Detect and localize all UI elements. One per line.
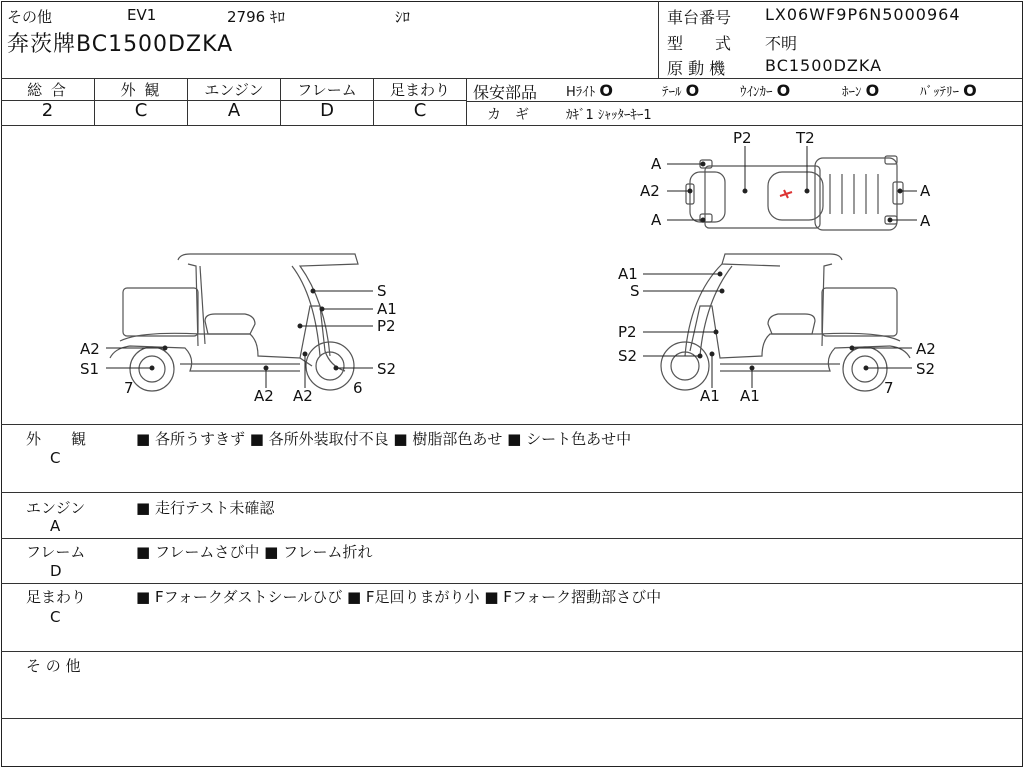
grade-label-suspension: 足まわり [389,81,450,99]
left-label-7: 7 [124,379,134,397]
grade-label-frame: フレーム [297,81,357,99]
grade-label-overall: 総 合 [27,81,68,99]
remarks-line [1,718,1022,719]
key-value: ｶｷﾞ1 ｼｬｯﾀｰｷｰ1 [566,108,652,123]
check-mark: O [599,81,614,100]
grade-value-overall: 2 [41,100,54,121]
grade-divider [466,78,467,125]
right-label-p2: P2 [618,323,637,341]
right-label-s2: S2 [618,347,638,365]
remark-text-engine: ■ 走行テスト未確認 [136,499,275,517]
check-mark: O [685,81,700,100]
left-side-scooter-drawing [110,254,358,391]
grade-value-engine: A [227,100,241,121]
remark-grade-suspension: C [50,608,61,626]
remark-text-suspension: ■ Fフォークダストシールひび ■ F足回りまがり小 ■ Fフォーク摺動部さび中 [136,588,662,606]
remarks-top-line [1,424,1022,425]
chassis-label: 車台番号 [667,8,732,27]
remark-text-exterior: ■ 各所うすきず ■ 各所外装取付不良 ■ 樹脂部色あせ ■ シート色あせ中 [136,430,632,448]
right-label-s: S [630,282,640,300]
engine-value: BC1500DZKA [765,56,883,75]
left-label-a1: A1 [377,300,397,318]
remark-grade-frame: D [50,562,62,580]
left-label-a2-bottom2: A2 [293,387,313,405]
chassis-value: LX06WF9P6N5000964 [765,5,961,24]
safety-item-horn: ﾎｰﾝ O [842,81,880,100]
left-label-s1: S1 [80,360,100,378]
remark-label-engine: エンジン [26,499,86,517]
grade-value-frame: D [320,100,334,121]
remark-label-suspension: 足まわり [26,588,87,606]
safety-item-winker: ｳｲﾝｶｰ O [740,81,791,100]
header-divider [658,1,659,78]
top-label-p2: P2 [733,129,752,147]
right-label-7: 7 [884,379,894,397]
remarks-line [1,583,1022,584]
remark-grade-engine: A [50,517,61,535]
damage-mark-icon [780,190,792,198]
top-label-a-3: A [920,182,931,200]
remark-label-frame: フレーム [26,543,86,561]
top-view-scooter-drawing [686,156,903,230]
leader-lines [106,146,917,388]
color: ｼﾛ [395,8,411,26]
category: その他 [7,8,53,26]
left-label-6: 6 [353,379,363,397]
right-label-a1-bottom2: A1 [740,387,760,405]
type-label: 型 式 [667,34,732,53]
right-side-scooter-drawing [661,254,910,391]
right-label-a2: A2 [916,340,936,358]
top-label-t2: T2 [796,129,815,147]
left-label-a2: A2 [80,340,100,358]
key-label: カ ギ [487,107,529,123]
safety-item-battery: ﾊﾞｯﾃﾘｰ O [920,81,977,100]
engine-label: 原 動 機 [667,59,726,78]
left-label-s2: S2 [377,360,397,378]
grade-label-exterior: 外 観 [120,81,162,99]
check-mark: O [776,81,791,100]
grade-value-suspension: C [413,100,427,121]
top-label-a-4: A [920,212,931,230]
right-label-s2-right: S2 [916,360,936,378]
left-label-p2: P2 [377,317,396,335]
type-value: 不明 [765,34,798,53]
vehicle-name: 奔茨牌BC1500DZKA [7,32,234,57]
left-label-a2-bottom: A2 [254,387,274,405]
safety-item-tail: ﾃｰﾙ O [662,81,700,100]
safety-label: 保安部品 [473,83,538,102]
check-mark: O [865,81,880,100]
remarks-line [1,538,1022,539]
right-label-a1-bottom: A1 [700,387,720,405]
remarks-line [1,492,1022,493]
top-label-a-2: A [651,211,662,229]
grade-label-engine: エンジン [204,81,264,99]
damage-diagram [0,126,1024,424]
remark-text-frame: ■ フレームさび中 ■ フレーム折れ [136,543,373,561]
model-code: EV1 [127,6,157,24]
check-mark: O [963,81,977,100]
top-label-a2: A2 [640,182,660,200]
safety-mid-line [467,101,1022,102]
mileage: 2796 ｷﾛ [227,8,285,26]
safety-item-headlight: Hﾗｲﾄ O [566,81,614,100]
remark-grade-exterior: C [50,449,61,467]
remark-label-other: そ の 他 [26,657,81,675]
remark-label-exterior: 外 観 [26,430,87,448]
remarks-line [1,651,1022,652]
top-label-a-1: A [651,155,662,173]
right-label-a1: A1 [618,265,638,283]
grade-value-exterior: C [134,100,148,121]
left-label-s: S [377,282,387,300]
